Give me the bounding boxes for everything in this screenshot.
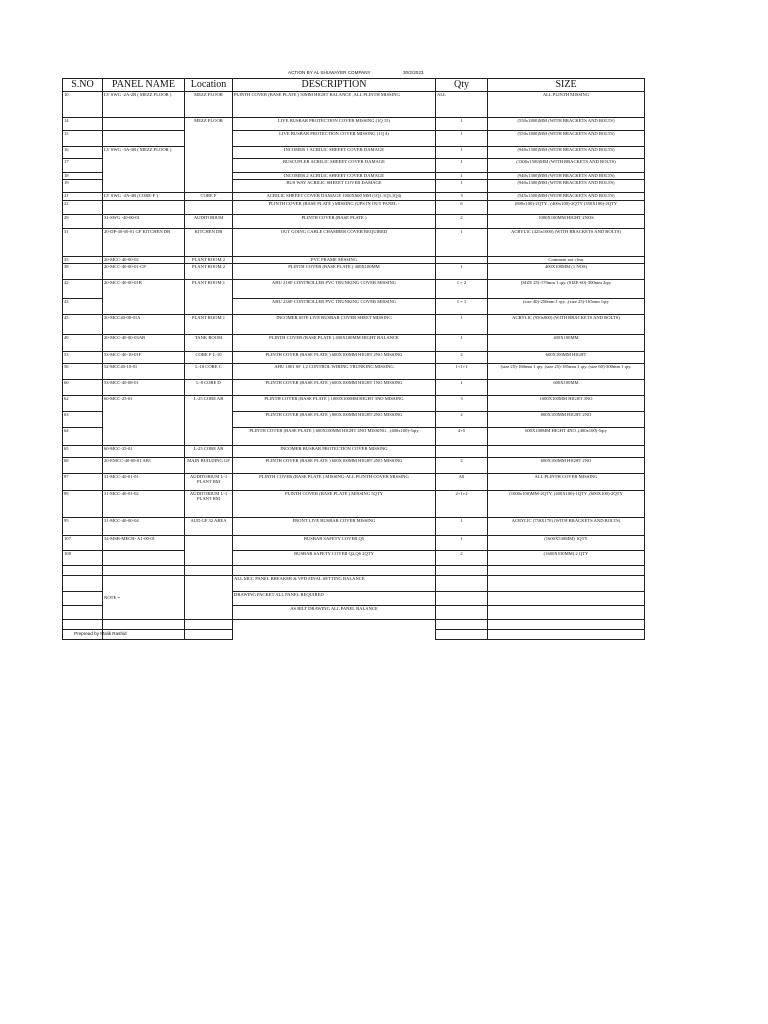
cell-description: PLINTH COVER (BASE PLATE ) 600X100MM HIGHT 2NO MISSING <box>233 352 436 364</box>
table-row <box>63 458 645 474</box>
cell-panel: 31-SWG -40-00-01 <box>103 215 185 229</box>
cell-size: ACRYLIC (750X170) (WITH BRACKETS AND BOLTS) <box>488 518 645 536</box>
cell-empty <box>103 566 185 576</box>
cell-size: 600X100MM HIGHT 2NO <box>488 458 645 474</box>
cell-description: LIVE BUSBAR PROTECTION COVER MISSING (1Q 4) <box>233 131 436 147</box>
table-row <box>63 131 645 147</box>
cell-panel: 60-MCC-25-01 <box>103 446 185 458</box>
cell-sno: 68 <box>63 458 103 474</box>
table-row <box>63 518 645 536</box>
cell-size: 1000X100MM HIGHT 2NOS <box>488 215 645 229</box>
cell-size: (1600X530MM) 2 QTY <box>488 551 645 566</box>
cell-panel: 20-MCC40-00-01A <box>103 315 185 335</box>
cell-location: L-10 CORE C <box>185 364 233 380</box>
cell-sno: 21 <box>63 193 103 201</box>
cell-sno: 43 <box>63 299 103 315</box>
cell-size: ACRYLIC (425x1000) (WITH BRACKETS AND BOLTS) <box>488 229 645 257</box>
cell-size: (940x1300)MM (WITH BRACKETS AND BOLTS) <box>488 173 645 180</box>
cell-size: (550x1800)MM (WITH BRACKETS AND BOLTS) <box>488 131 645 147</box>
cell-sno: 38 <box>63 264 103 280</box>
cell-size: 400X100MM (1 NOS) <box>488 264 645 280</box>
table-row <box>63 229 645 257</box>
cell-description: OUT GOING CABLE CHAMBER COVER REQUIRED <box>233 229 436 257</box>
cell-sno: 16 <box>63 147 103 159</box>
cell-size: 400X100MM <box>488 335 645 352</box>
cell-description: PLINTH COVER (BASE PLATE ) MISSING 5QTY <box>233 491 436 518</box>
note-line: ALL MCC PANEL BREAKER & VFD FINAL SETTING BALANCE <box>233 576 436 592</box>
cell-location: MEZZ FLOOR <box>185 118 233 193</box>
cell-description: PLINTH COVER (BASE PLATE ) <box>233 215 436 229</box>
cell-empty <box>233 620 436 630</box>
cell-empty <box>185 630 233 640</box>
cell-qty: 4+5 <box>436 428 488 446</box>
cell-description: LIVE BUSBAR PROTECTION COVER MISSING (1Q 15) <box>233 118 436 131</box>
cell-empty <box>185 566 233 576</box>
cell-qty: 1 <box>436 335 488 352</box>
cell-empty <box>436 620 488 630</box>
table-row <box>63 536 645 551</box>
cell-empty <box>185 620 233 630</box>
cell-description: BUSBAR SAFETY COVER Q5 <box>233 536 436 551</box>
cell-empty <box>488 566 645 576</box>
cell-location: CORE F L-10 <box>185 352 233 364</box>
cell-empty <box>63 606 103 620</box>
cell-location: MAIN BUILDING GF <box>185 458 233 474</box>
cell-qty: 1 <box>436 131 488 147</box>
cell-empty <box>436 592 488 606</box>
cell-qty: 1 <box>436 315 488 335</box>
cell-sno: 60 <box>63 380 103 396</box>
signoff-row <box>63 630 645 640</box>
cell-empty <box>436 566 488 576</box>
cell-panel: 31-MCC-40-01-02 <box>103 491 185 518</box>
cell-qty <box>436 446 488 458</box>
cell-location: AUD GF 32 AREA <box>185 518 233 536</box>
table-row <box>63 193 645 201</box>
cell-location: L-25 CORE AB <box>185 396 233 446</box>
cell-qty: 2 <box>436 215 488 229</box>
panel-deficiency-table <box>62 78 645 640</box>
cell-empty <box>488 630 645 640</box>
table-row <box>63 380 645 396</box>
cell-empty <box>436 630 488 640</box>
cell-size: (SIZE 25)-170mm 1 qty. (SIZE-60)-300mm 2qty <box>488 280 645 299</box>
col-sno: S.NO <box>63 79 103 92</box>
cell-location: L-25 CORE AB <box>185 446 233 458</box>
table-row <box>63 396 645 412</box>
cell-sno: 95 <box>63 518 103 536</box>
cell-empty <box>63 620 103 630</box>
cell-panel <box>103 118 185 131</box>
cell-empty <box>488 592 645 606</box>
cell-location <box>185 201 233 215</box>
cell-size: (1300x1500)MM (WITH BRACKETS AND BOLTS) <box>488 159 645 173</box>
cell-sno: 56 <box>63 364 103 380</box>
cell-description: BUSCUPLER ACRILIC SHEEET COVER DAMAGE <box>233 159 436 173</box>
cell-size: (size 40)-250mm 1 qty. ,(size 25)-165mm 1qty <box>488 299 645 315</box>
table-row <box>63 364 645 380</box>
table-row <box>63 352 645 364</box>
table-row <box>63 446 645 458</box>
cell-description: PLINTH COVER (BASE PLATE ) MISSING (UPS IN OUT PANEL - <box>233 201 436 215</box>
cell-qty: 6 <box>436 201 488 215</box>
prepared-by: Prepread by Malik Rashid <box>74 631 127 636</box>
cell-qty: 1 <box>436 536 488 551</box>
cell-location: CORE F <box>185 193 233 201</box>
cell-panel: LV SWG -3A-3B ( MEZZ FLOOR ) <box>103 147 185 193</box>
cell-location: KITCHEN DB <box>185 229 233 257</box>
col-qty: Qty <box>436 79 488 92</box>
cell-qty: 1 <box>436 147 488 159</box>
cell-size: (1600X530MM) 1QTY <box>488 536 645 551</box>
cell-empty <box>436 606 488 620</box>
table-row <box>63 215 645 229</box>
header-row <box>63 79 645 92</box>
cell-size: ALL PLINTH MISSING <box>488 92 645 118</box>
cell-description: PLINTH COVER (BASE PLATE ) 400X100MM HIGHT BALANCE <box>233 335 436 352</box>
action-by-text: ACTION BY AL SHUWAYER COMPANY <box>288 70 371 75</box>
cell-description: PLINTH COVER (BASE PLATE ) 600X100MM HIGHT 4NO MISSING , (400x100)-5qty <box>233 428 436 446</box>
cell-description: PLINTH COVER (BASE PLATE ) MISSING-ALL PLINTH COVER MISSING <box>233 474 436 491</box>
table-row <box>63 257 645 264</box>
cell-sno: 17 <box>63 159 103 173</box>
cell-empty <box>63 592 103 606</box>
cell-description: AHU 23SF CONTROLLER PVC TRUNKING COVER MISSING <box>233 299 436 315</box>
header-date: 30/2/2023 <box>403 70 424 75</box>
cell-size: (545x1500)MM (WITH BRACKETS AND BOLTS) <box>488 193 645 201</box>
table-row <box>63 147 645 159</box>
cell-description: AHU 21SF CONTROLLER PVC TRUNKING COVER MISSING <box>233 280 436 299</box>
cell-description: PLINTH COVER (BASE PLATE ) 50MM HIGHT BALANCE ,ALL PLINTH MISSING <box>233 92 436 118</box>
cell-qty: 1 <box>436 518 488 536</box>
cell-size: 800X100MM HIGHT 2NO <box>488 412 645 428</box>
cell-qty: 1 <box>436 173 488 180</box>
cell-size: 600X100MM <box>488 380 645 396</box>
signoff-row <box>63 620 645 630</box>
cell-description: INCOMER BUSBAR PROTECTION COVER MISSING <box>233 446 436 458</box>
cell-size: 600X100MM HIGHT 4NO ,(400x100)-5qty <box>488 428 645 446</box>
cell-sno: 62 <box>63 396 103 412</box>
cell-size: (800x100)-2QTY , (400x100)-2QTY (350X100)-2QTY <box>488 201 645 215</box>
sheet-header <box>62 69 644 78</box>
cell-qty: 1+1+1 <box>436 364 488 380</box>
cell-location: PLANT ROOM 1 <box>185 280 233 315</box>
cell-empty <box>488 606 645 620</box>
cell-panel: 20-MCC-40-00-03AB <box>103 335 185 352</box>
cell-size: 1000X100MM HIGHT 3NO <box>488 396 645 412</box>
cell-location: AUDITORIUM L-1 PLANT RM <box>185 491 233 518</box>
cell-description: AHU 1001 SF 1,2 CONTROL WIRING TRUNKING MISSING <box>233 364 436 380</box>
cell-description: PLINTH COVER (BASE PLATE ) 800X100MM HIGHT 2NO MISSING <box>233 412 436 428</box>
cell-empty <box>103 620 185 630</box>
cell-size: (1000x100)MM-2QTY, (400X100)-1QTY ,(600X100)-2QTY <box>488 491 645 518</box>
cell-qty: 2 <box>436 458 488 474</box>
cell-sno: 45 <box>63 315 103 335</box>
cell-size: (940x1300)MM (WITH BRACKETS AND BOLTS) <box>488 180 645 193</box>
cell-location: PLANT ROOM 1 <box>185 315 233 335</box>
cell-size: (size 25)-160mm 1 qty. (size 25)-185mm 1 qty. (size 60)-300mm 1 qty. <box>488 364 645 380</box>
cell-size: (550x1800)MM (WITH BRACKETS AND BOLTS) <box>488 118 645 131</box>
cell-qty: 1 <box>436 380 488 396</box>
cell-description: PLINTH COVER (BASE PLATE ) 600X100MM HIGHT 2NO MISSING <box>233 458 436 474</box>
cell-sno: 63 <box>63 412 103 428</box>
cell-sno: 87 <box>63 474 103 491</box>
cell-qty: 1 + 1 <box>436 299 488 315</box>
cell-sno: 18 <box>63 173 103 180</box>
cell-panel <box>103 131 185 147</box>
table-row <box>63 264 645 280</box>
cell-description: INCOMER SITE LIVE BUSBAR COVER SHEET MISSING <box>233 315 436 335</box>
cell-description: FRONT LIVE BUSBAR COVER MISSING <box>233 518 436 536</box>
spacer-row <box>63 566 645 576</box>
cell-panel: 53-MCC-40-08-01 <box>103 380 185 396</box>
cell-panel <box>103 551 185 566</box>
cell-panel: 31-MCC-40-00-04 <box>103 518 185 536</box>
note-line: DRAWING PACKET ALL PANEL REQUIRED <box>233 592 436 606</box>
cell-qty: 3 <box>436 396 488 412</box>
cell-empty <box>488 620 645 630</box>
cell-sno: 29 <box>63 215 103 229</box>
col-location: Location <box>185 79 233 92</box>
cell-size: ALL PLINTH COVER MISSING <box>488 474 645 491</box>
cell-qty: 1 <box>436 180 488 193</box>
cell-qty: ALL <box>436 92 488 118</box>
cell-empty <box>63 576 103 592</box>
notes-row <box>63 576 645 592</box>
cell-location: PLANT ROOM 2 <box>185 257 233 264</box>
cell-sno: 31 <box>63 229 103 257</box>
cell-panel: 20-MCC-40-00-01-CP <box>103 264 185 280</box>
table-row <box>63 335 645 352</box>
cell-size: ACRYLIC (950x800) (WITH BRACKETS AND BOLTS) <box>488 315 645 335</box>
cell-panel: 34-MSB-MECH- A1-00-01 <box>103 536 185 551</box>
cell-qty: 1 <box>436 264 488 280</box>
table-row <box>63 474 645 491</box>
cell-location: TANK ROOM <box>185 335 233 352</box>
cell-sno: 64 <box>63 428 103 446</box>
cell-panel: 20-EMCC-40-00-01 AB1 <box>103 458 185 474</box>
table-row <box>63 551 645 566</box>
cell-sno: 89 <box>63 491 103 518</box>
cell-sno: 49 <box>63 335 103 352</box>
cell-panel: 20-MCC-40-00-01B <box>103 280 185 315</box>
cell-qty: 2+1+2 <box>436 491 488 518</box>
table-row <box>63 118 645 131</box>
cell-sno: 35 <box>63 257 103 264</box>
col-description: DESCRIPTION <box>233 79 436 92</box>
cell-qty: 1 <box>436 159 488 173</box>
cell-qty: 2 <box>436 352 488 364</box>
cell-description: PVC FRAME MISSING <box>233 257 436 264</box>
cell-panel <box>103 201 185 215</box>
cell-size: (940x1300)MM (WITH BRACKETS AND BOLTS) <box>488 147 645 159</box>
cell-description: BUS WAY ACRILIC SHEEET COVER DAMAGE <box>233 180 436 193</box>
cell-size: 600X100MM HIGHT <box>488 352 645 364</box>
col-size: SIZE <box>488 79 645 92</box>
cell-panel: 53-MCC-40-10-01F <box>103 352 185 364</box>
cell-size: Comment not clear <box>488 257 645 264</box>
cell-qty <box>436 257 488 264</box>
cell-panel: 20-MCC-40-00-02 <box>103 257 185 264</box>
cell-sno: 108 <box>63 551 103 566</box>
cell-sno: 107 <box>63 536 103 551</box>
cell-sno: 22 <box>63 201 103 215</box>
cell-qty: 1 + 2 <box>436 280 488 299</box>
cell-empty <box>488 576 645 592</box>
cell-sno: 10 <box>63 92 103 118</box>
table-row <box>63 92 645 118</box>
table-row <box>63 201 645 215</box>
cell-sno: 14 <box>63 118 103 131</box>
cell-sno: 53 <box>63 352 103 364</box>
cell-panel: LV SWG -2A-2B ( MEZZ FLOOR ) <box>103 92 185 118</box>
col-panel-name: PANEL NAME <box>103 79 185 92</box>
table-row <box>63 315 645 335</box>
cell-sno: 42 <box>63 280 103 299</box>
cell-location: L-8 CORE D <box>185 380 233 396</box>
cell-description: INCOMER 1 ACRILIC SHEEET COVER DAMAGE <box>233 147 436 159</box>
cell-description: BUSBAR SAFETY COVER Q2,Q6 2QTY <box>233 551 436 566</box>
cell-sno: 65 <box>63 446 103 458</box>
cell-panel: 31-MCC-40-01-01 <box>103 474 185 491</box>
cell-empty <box>63 566 103 576</box>
cell-empty <box>233 630 436 640</box>
cell-description: ACRILIC SHEEET COVER DAMAGE 1000X600 MM (1Q1,1Q3,1Q4) <box>233 193 436 201</box>
cell-location: PLANT ROOM 2 <box>185 264 233 280</box>
note-line: AS BILT DRAWING ALL PANEL BALANCE <box>233 606 436 620</box>
cell-location: AUDITORIUM <box>185 215 233 229</box>
cell-description: INCOMER 2 ACRILIC SHEEET COVER DAMAGE <box>233 173 436 180</box>
cell-description: PLINTH COVER (BASE PLATE ) 400X100MM <box>233 264 436 280</box>
cell-sno: 15 <box>63 131 103 147</box>
cell-empty <box>436 576 488 592</box>
cell-description: PLINTH COVER (BASE PLATE ) 1000X100MM HIGHT 3NO MISSING <box>233 396 436 412</box>
cell-location <box>185 536 233 566</box>
cell-qty: 1 <box>436 118 488 131</box>
cell-qty: 1 <box>436 229 488 257</box>
table-row <box>63 491 645 518</box>
cell-location: AUDITORIUM L-1 PLANT RM <box>185 474 233 491</box>
cell-qty: 2 <box>436 551 488 566</box>
cell-qty: 3 <box>436 193 488 201</box>
cell-empty <box>233 566 436 576</box>
cell-panel: 60-MCC-25-01 <box>103 396 185 446</box>
cell-description: PLINTH COVER (BASE PLATE ) 600X100MM HIGHT 1NO MISSING <box>233 380 436 396</box>
cell-qty: All <box>436 474 488 491</box>
cell-qty: 2 <box>436 412 488 428</box>
cell-panel: LV SWG -4A-4B (CORE-F ) <box>103 193 185 201</box>
note-label: NOTE = <box>103 576 185 620</box>
cell-location: MEZZ FLOOR <box>185 92 233 118</box>
cell-panel: 52-MCC40-10-01 <box>103 364 185 380</box>
cell-sno: 19 <box>63 180 103 193</box>
cell-size <box>488 446 645 458</box>
cell-panel: 20-DP-40-00-01 GF KITCHEN DB <box>103 229 185 257</box>
cell-empty <box>185 576 233 620</box>
table-row <box>63 280 645 299</box>
